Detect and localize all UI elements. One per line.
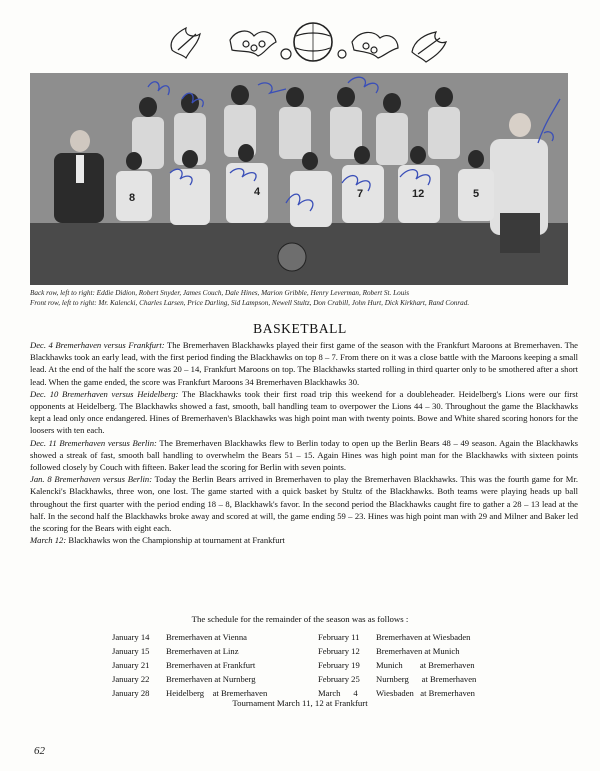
page-title: BASKETBALL <box>253 321 347 336</box>
page-number: 62 <box>34 745 45 757</box>
game-reports <box>30 339 578 546</box>
schedule-date: February 19 <box>318 660 360 670</box>
schedule-game: Heidelberg at Bremerhaven <box>166 688 268 698</box>
jersey-number: 5 <box>473 188 480 200</box>
game-report <box>30 437 578 474</box>
game-report <box>30 388 578 437</box>
game-report <box>30 534 578 546</box>
schedule-date: March 4 <box>318 688 358 698</box>
schedule-intro: The schedule for the remainder of the season was as follows : <box>191 614 409 624</box>
schedule-game: Bremerhaven at Nurnberg <box>166 674 256 684</box>
schedule-date: February 11 <box>318 632 360 642</box>
game-report-text: The Bremerhaven Blackhawks played their first game of the season with the Frankfurt Maroons at Bremerhaven. The Blackhawks took an early lead, with the first period finding the Blackhawks on top 8 – 7. From there on it was a close battle with the Maroons keeping a small lead. At the end of the half the score was 20 – 14, Frankfurt Maroons on top. The Blackhawks started rolling in third quarter only to be smothered after a short lead. When the game ended, the score was Frankfurt Maroons 34 Bremerhaven Blackhawks 30. <box>30 340 578 387</box>
header-ornaments <box>0 10 600 70</box>
schedule-row <box>112 630 302 644</box>
schedule-row <box>112 672 302 686</box>
schedule-row <box>318 658 518 672</box>
jersey-number: 8 <box>129 192 136 204</box>
game-report-lead: March 12: <box>30 535 67 546</box>
schedule-game: Bremerhaven at Wiesbaden <box>376 632 471 642</box>
schedule-date: February 25 <box>318 674 360 684</box>
schedule-game: Wiesbaden at Bremerhaven <box>376 688 475 698</box>
photo-caption <box>30 289 575 308</box>
game-report-lead: Dec. 4 Bremerhaven versus Frankfurt: <box>30 340 165 350</box>
schedule-date: January 21 <box>112 660 150 670</box>
schedule-game: Bremerhaven at Munich <box>376 646 460 656</box>
schedule-game: Bremerhaven at Linz <box>166 646 239 656</box>
schedule-game: Bremerhaven at Frankfurt <box>166 660 256 670</box>
schedule-row <box>318 644 518 658</box>
jersey-number: 7 <box>357 188 364 200</box>
team-photo-graphic <box>30 73 568 285</box>
schedule-right-column <box>318 630 518 700</box>
schedule-row <box>112 658 302 672</box>
game-report-text: Blackhawks won the Championship at tournament at Frankfurt <box>66 535 285 546</box>
jersey-number: 4 <box>254 186 261 198</box>
schedule-game: Bremerhaven at Vienna <box>166 632 247 642</box>
schedule-date: January 22 <box>112 674 150 684</box>
schedule-row <box>318 672 518 686</box>
tournament-note: Tournament March 11, 12 at Frankfurt <box>232 698 368 708</box>
game-report-lead: Dec. 11 Bremerhaven versus Berlin: <box>30 437 157 448</box>
jersey-number: 12 <box>412 188 425 200</box>
schedule-date: January 14 <box>112 632 150 642</box>
game-report-text: The Bremerhaven Blackhawks flew to Berlin today to open up the Berlin Bears 48 – 49 season. Again the Blackhawks showed a streak of fast, smooth ball handling to overwhelm the Bears 51 – 15. Again Hines was high point man for the Blackhawks with sixteen points followed closely by Couch with fifteen. Baker lead the scoring for Berlin with seven points. <box>30 437 578 473</box>
team-photo <box>30 73 568 285</box>
game-report-text: Today the Berlin Bears arrived in Bremerhaven to play the Bremerhaven Blackhawks. This was the fourth game for Mr. Kalencki's Blackhawks, three won, one lost. The game started with a quick basket by Stultz of the Blackhawks. Both teams were playing heads up ball throughout the first quarter with the period ending 18 – 8, Blackhawk's favor. In the second period the Blackhawks caught fire to gather a 28 – 13 lead at the half. In the second half the Blackhawks broke away and scored at will, the game ending 59 – 23. Hines was high point man with 29 and Milner and Baker led the scoring for the Bears with eight each. <box>30 474 578 534</box>
game-report <box>30 339 578 388</box>
schedule-row <box>318 630 518 644</box>
caption-back-row: Back row, left to right: Eddie Didion, Robert Snyder, James Couch, Dale Hines, Marion Gribble, Henry Leverman, Robert St. Louis <box>30 289 410 297</box>
game-report-lead: Jan. 8 Bremerhaven versus Berlin: <box>30 474 153 485</box>
schedule-left-column <box>112 630 302 700</box>
caption-front-row: Front row, left to right: Mr. Kalencki, Charles Larsen, Price Darling, Sid Lampson, Newell Stultz, Don Crabill, John Hurt, Dick Kirkhart, Rand Conrad. <box>30 298 470 307</box>
schedule-date: February 12 <box>318 646 360 656</box>
holly-ornament-graphic <box>0 10 600 72</box>
schedule-game: Munich at Bremerhaven <box>376 660 475 670</box>
schedule-date: January 28 <box>112 688 150 698</box>
game-report-lead: Dec. 10 Bremerhaven versus Heidelberg: <box>30 388 179 399</box>
schedule-game: Nurnberg at Bremerhaven <box>376 674 477 684</box>
schedule-date: January 15 <box>112 646 150 656</box>
schedule-row <box>112 644 302 658</box>
game-report <box>30 473 578 534</box>
game-report-text: The Blackhawks took their first road trip this weekend for a doubleheader. Heidelberg's Lions were our first opponents at Heidelberg. The Blackhawks showed a fast, smooth, ball handling team to overpower the Lions 44 – 30. Throughout the game the Blackhawks kept a lead only once endangered. Hines of Bremerhaven's Blackhawks was high point man with twenty points. Bowe and White shared scoring honors for the loosers with ten each. <box>30 388 578 436</box>
